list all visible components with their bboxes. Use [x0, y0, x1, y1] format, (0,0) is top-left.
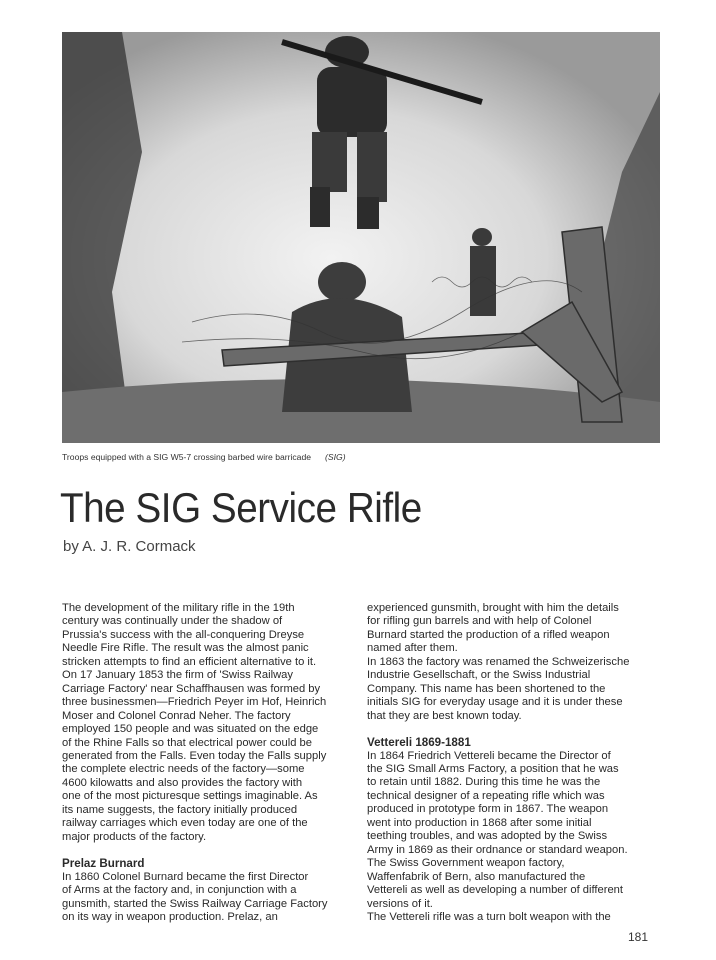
text-line: The Vettereli rifle was a turn bolt weapon with the [367, 910, 611, 923]
text-line: initials SIG for everyday usage and it is under these [367, 696, 623, 709]
text-line: In 1860 Colonel Burnard became the first Director [62, 870, 309, 883]
section-heading-vettereli: Vettereli 1869-1881 [367, 736, 471, 750]
article-title: The SIG Service Rifle [60, 484, 422, 531]
text-line: In 1863 the factory was renamed the Schweizerische [367, 655, 630, 668]
paragraph [62, 871, 362, 925]
text-line: century was continually under the shadow of [62, 615, 283, 628]
text-line: teething troubles, and was adopted by the Swiss [367, 830, 608, 843]
text-line: versions of it. [367, 897, 433, 910]
caption-text: Troops equipped with a SIG W5-7 crossing barbed wire barricade [62, 452, 312, 462]
text-line: three businessmen—Friedrich Peyer im Hof, Heinrich [62, 696, 327, 709]
text-line: to retain until 1882. During this time he was the [367, 776, 601, 789]
text-line: railway carriages which even today are one of the [62, 817, 308, 830]
text-line: Moser and Colonel Conrad Neher. The factory [62, 709, 291, 722]
text-line: that they are best known today. [367, 709, 522, 722]
text-line: 4600 kilowatts and also provides the factory with [62, 776, 303, 789]
section-heading-prelaz-burnard: Prelaz Burnard [62, 857, 145, 871]
text-line: employed 150 people and was situated on the edge [62, 723, 319, 736]
text-line: Company. This name has been shortened to the [367, 682, 606, 695]
paragraph [62, 602, 362, 844]
text-line: technical designer of a repeating rifle which was [367, 789, 605, 802]
text-line: Needle Fire Rifle. The result was the almost panic [62, 642, 309, 655]
paragraph [367, 602, 667, 656]
text-line: one of the most picturesque settings imaginable. As [62, 790, 318, 803]
paragraph [367, 750, 667, 911]
text-line: stricken attempts to find an efficient alternative to it. [62, 655, 317, 668]
page-number: 181 [628, 930, 649, 944]
text-line: In 1864 Friedrich Vettereli became the Director of [367, 749, 611, 762]
text-line: its name suggests, the factory initially produced [62, 803, 298, 816]
text-line: The development of the military rifle in the 19th [62, 602, 295, 614]
text-line: generated from the Falls. Even today the Falls supply [62, 749, 327, 762]
right-column [367, 602, 667, 924]
text-line: On 17 January 1853 the firm of 'Swiss Railway [62, 669, 293, 682]
article-byline: by A. J. R. Cormack [63, 538, 196, 555]
text-line: Prussia's success with the all-conquering Dreyse [62, 628, 305, 641]
text-line: the complete electric needs of the factory—some [62, 763, 305, 776]
text-line: The Swiss Government weapon factory, [367, 857, 565, 870]
photo-caption [62, 452, 346, 462]
text-line: experienced gunsmith, brought with him the details [367, 602, 619, 614]
text-line: went into production in 1868 after some initial [367, 816, 592, 829]
photo-credit: (SIG) [325, 452, 346, 462]
text-line: named after them. [367, 642, 458, 655]
text-line: Army in 1869 as their ordnance or standard weapon. [367, 843, 628, 856]
text-line: for rifling gun barrels and with help of Colonel [367, 615, 592, 628]
text-line: of Arms at the factory and, in conjunction with a [62, 884, 297, 897]
text-line: Vettereli as well as developing a number of different [367, 884, 624, 897]
paragraph [367, 656, 667, 723]
text-line: Carriage Factory' near Schaffhausen was formed by [62, 682, 321, 695]
text-line: on its way in weapon production. Prelaz, an [62, 910, 278, 923]
text-line: the SIG Small Arms Factory, a position that he was [367, 762, 619, 775]
text-line: gunsmith, started the Swiss Railway Carriage Factory [62, 897, 328, 910]
text-line: Industrie Gesellschaft, or the Swiss Industrial [367, 669, 591, 682]
text-line: major products of the factory. [62, 830, 207, 843]
paragraph [367, 911, 667, 924]
left-column [62, 602, 362, 924]
text-line: Burnard started the production of a rifled weapon [367, 628, 610, 641]
photo-troops-crossing-barricade [62, 32, 660, 443]
text-line: of the Rhine Falls so that electrical power could be [62, 736, 312, 749]
text-line: produced in prototype form in 1867. The weapon [367, 803, 609, 816]
text-line: Waffenfabrik of Bern, also manufactured the [367, 870, 586, 883]
